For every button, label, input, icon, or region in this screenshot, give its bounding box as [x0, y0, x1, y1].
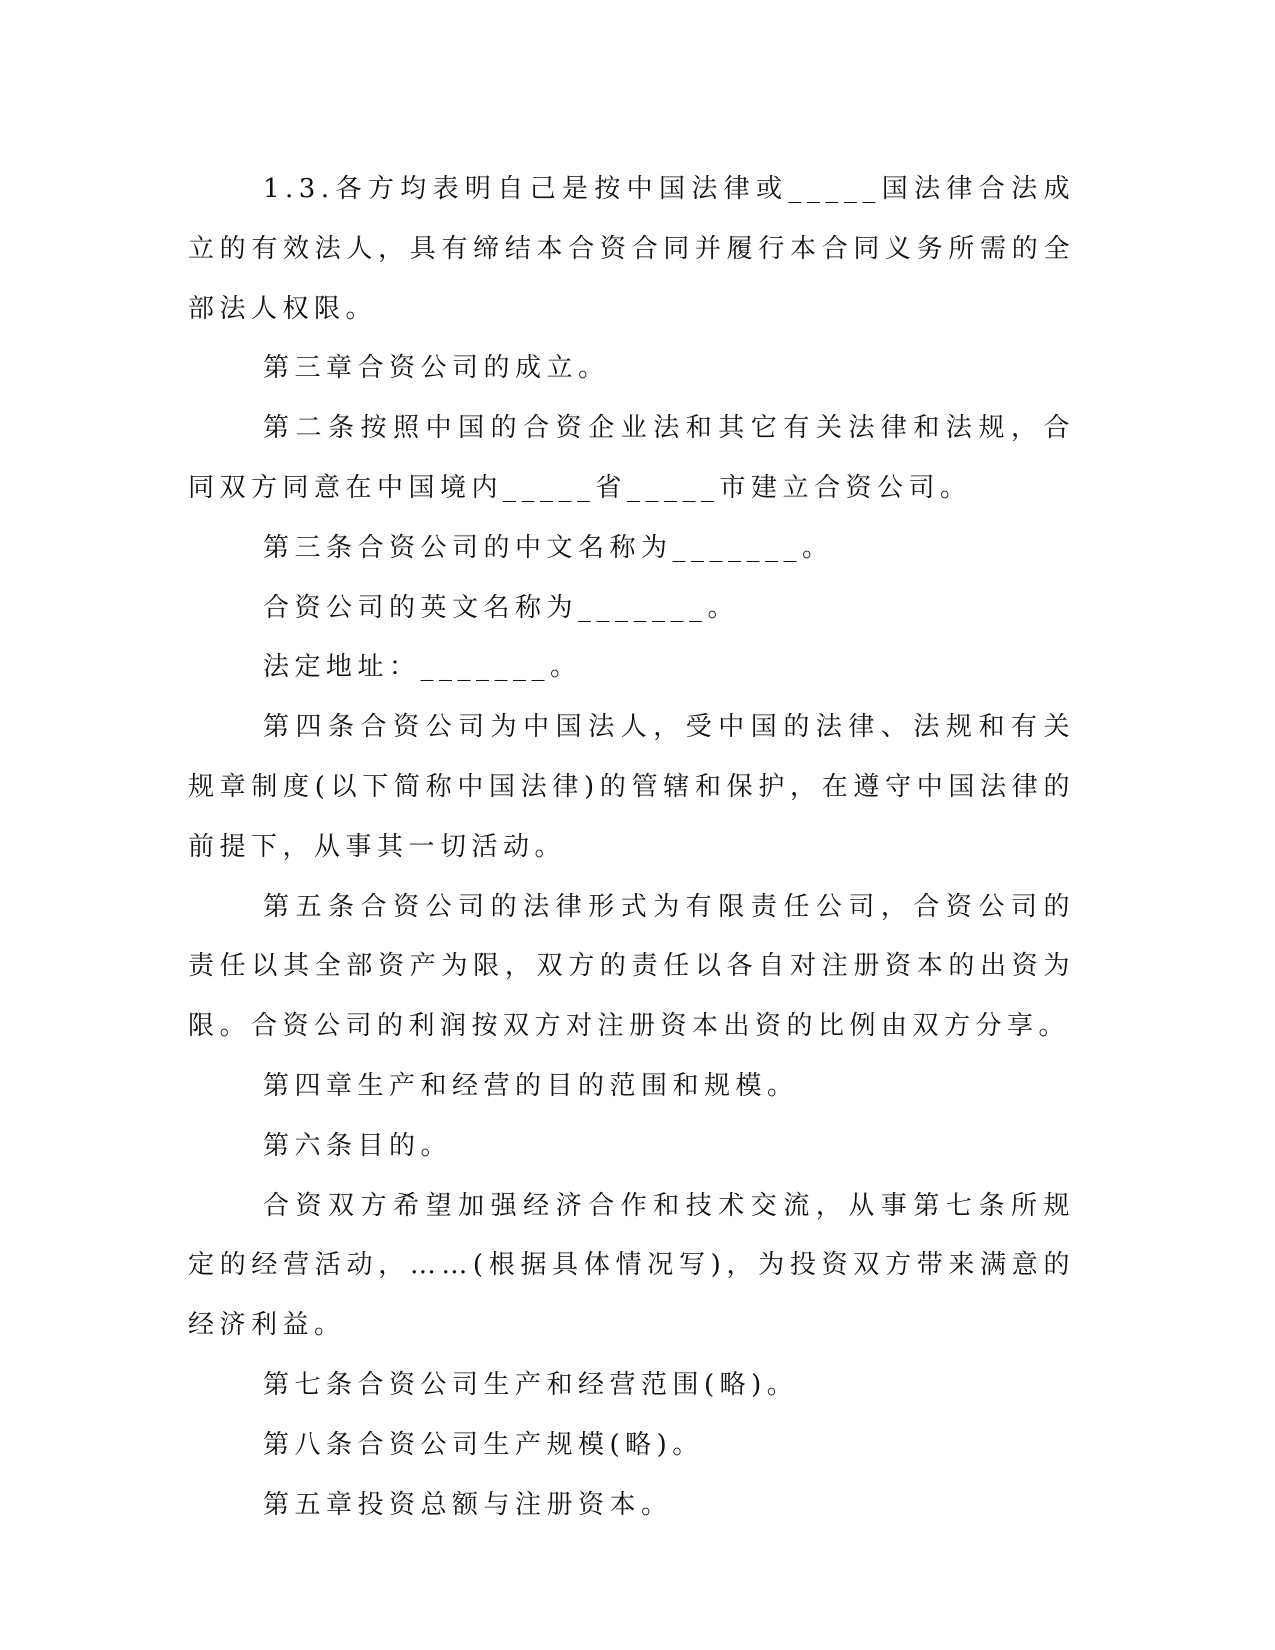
heading-chapter-3: 第三章合资公司的成立。: [263, 353, 610, 384]
paragraph-article-5: 第五条合资公司的法律形式为有限责任公司，合资公司的责任以其全部资产为限，双方的责任以各自对注册资本的出资为限。合资公司的利润按双方对注册资本出资的比例由双方分享。: [188, 891, 1075, 1042]
paragraph-article-6: 第六条目的。: [263, 1130, 453, 1161]
paragraph-legal-address: 法定地址：_______。: [263, 652, 582, 683]
paragraph-article-4: 第四条合资公司为中国法人，受中国的法律、法规和有关规章制度(以下简称中国法律)的管辖和保护，在遵守中国法律的前提下，从事其一切活动。: [188, 712, 1075, 862]
paragraph-article-3-chinese-name: 第三条合资公司的中文名称为_______。: [263, 532, 834, 563]
paragraph-article-2: 第二条按照中国的合资企业法和其它有关法律和法规，合同双方同意在中国境内_____省_____市建立合资公司。: [188, 413, 1075, 503]
paragraph-article-7: 第七条合资公司生产和经营范围(略)。: [263, 1369, 799, 1400]
heading-chapter-5: 第五章投资总额与注册资本。: [263, 1489, 673, 1520]
paragraph-article-8: 第八条合资公司生产规模(略)。: [263, 1429, 704, 1460]
heading-chapter-4: 第四章生产和经营的目的范围和规模。: [263, 1070, 799, 1101]
paragraph-legal-status: 1.3.各方均表明自己是按中国法律或_____国法律合法成立的有效法人，具有缔结本合资合同并履行本合同义务所需的全部法人权限。: [188, 174, 1075, 324]
paragraph-purpose: 合资双方希望加强经济合作和技术交流，从事第七条所规定的经营活动，……(根据具体情况写)，为投资双方带来满意的经济利益。: [188, 1190, 1075, 1341]
paragraph-english-name: 合资公司的英文名称为_______。: [263, 592, 740, 623]
document-body: [188, 160, 1075, 1535]
